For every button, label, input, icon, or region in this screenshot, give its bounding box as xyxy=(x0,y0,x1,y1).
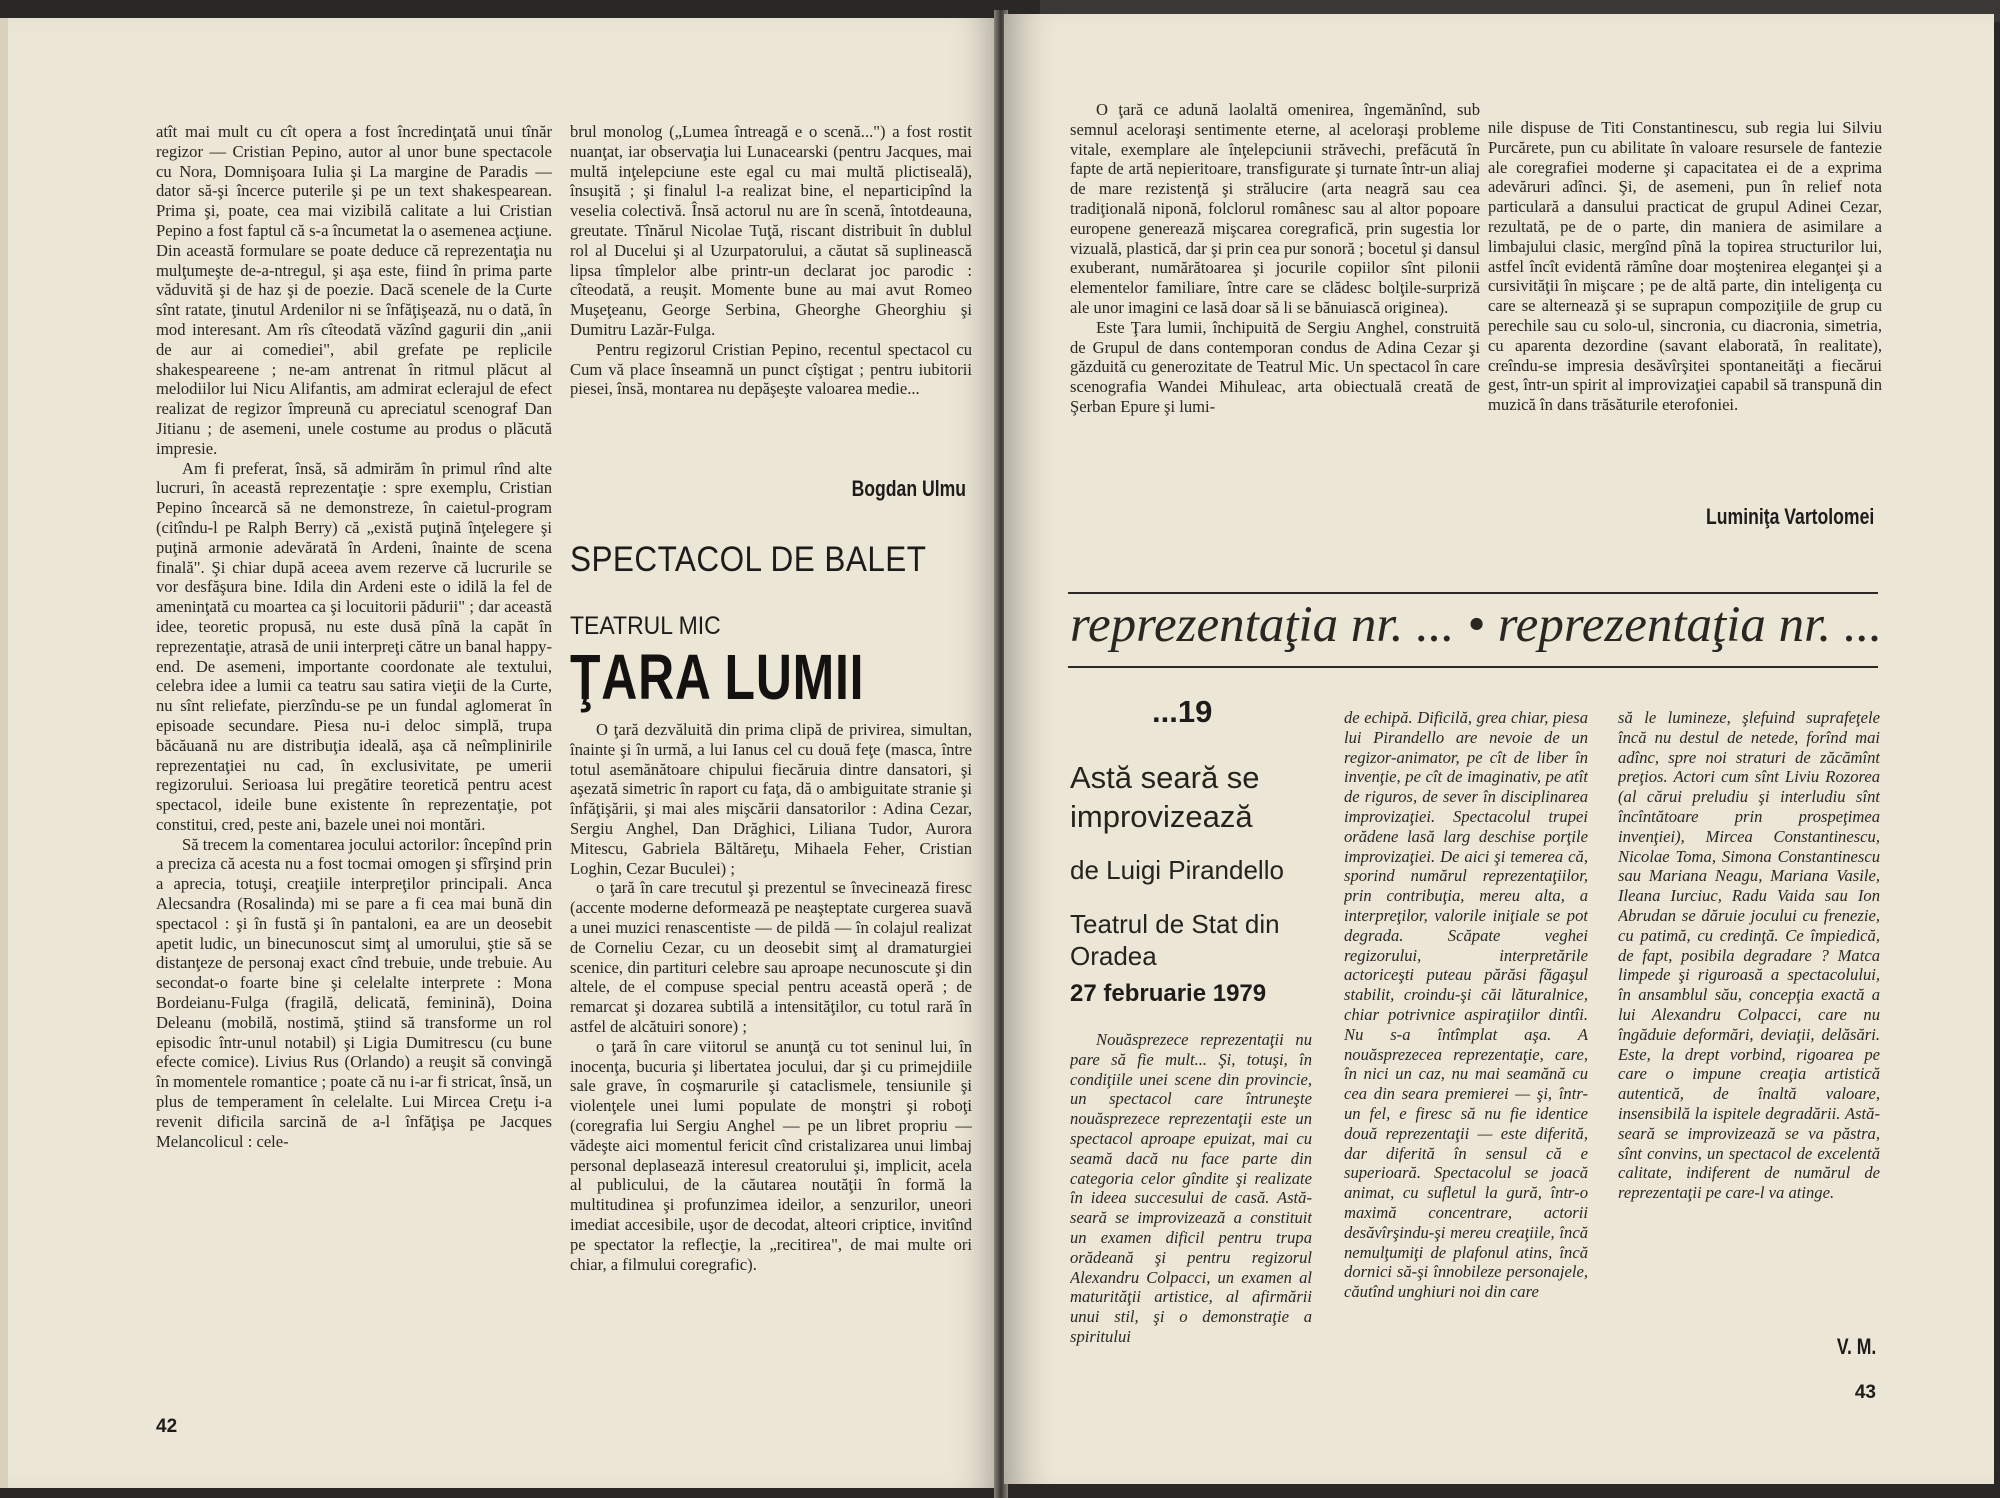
ballet-review-column-3 xyxy=(1070,100,1480,540)
play-title: ŢARA LUMII xyxy=(570,641,865,713)
paragraph: o ţară în care trecutul şi prezentul se învecinează firesc (accente moderne deformează pe neaşteptate curgerea suavă a unei muzici renascentiste — de pildă — în colajul realizat de Corneliu Cezar, cu un deosebit simţ al dramaturgiei scenice, din partituri celebre sau aproape necunoscute şi din altele, de el compuse special pentru această operă ; de remarcat şi dozarea subtilă a intensităţilor, cu totul rară în astfel de alcătuiri sonore) ; xyxy=(570,878,972,1036)
author-signature: Bogdan Ulmu xyxy=(851,476,966,501)
performance-date: 27 februarie 1979 xyxy=(1070,980,1267,1007)
right-page xyxy=(1004,14,1994,1484)
paragraph: Nouăsprezece reprezentaţii nu pare să fie mult... Şi, totuşi, în condiţiile unei scene din provincie, un spectacol care întruneşte nouăsprezece reprezentaţii este un spectacol aproape epuizat, mai cu seamă dacă nu face parte din categoria celor gîndite şi realizate în ideea succesului de casă. Astă-seară se improvizează a constituit un examen dificil pentru trupa orădeană şi pentru regizorul Alexandru Colpacci, un examen al maturităţii artistice, al afirmării unui stil, şi o demonstraţie a spiritului xyxy=(1070,1030,1312,1346)
section-banner: reprezentaţia nr. ... • reprezentaţia nr. ... xyxy=(1070,597,1883,653)
author-signature: V. M. xyxy=(1836,1334,1876,1359)
left-page xyxy=(8,18,1002,1488)
play-author: de Luigi Pirandello xyxy=(1070,855,1284,885)
play-title: Astă seară se improvizează xyxy=(1070,760,1260,834)
theatre-name: Teatrul de Stat din Oradea xyxy=(1070,909,1280,971)
paragraph: O ţară ce adună laolaltă omenirea, îngemănînd, sub semnul aceloraşi sentimente eterne, al aceloraşi probleme vitale, exemplare ale înţelepciunii străvechi, prefăcută în fapte de artă nepieritoare, transfigurate şi turnate într-un aliaj de mare rezistenţă şi strălucire (arta neagră sau cea tradiţională niponă, folclorul românesc sau al altor popoare europene generează mişcarea coregrafică, prin sugestia lor vizuală, plastică, dar şi prin cea pur sonoră ; bocetul şi dansul exuberant, numărătoarea şi jocurile copiilor sînt pilonii elementelor familiare, între care se clădesc bolţile-surpriză ale unor imagini ce lasă doar să li se bănuiască originea). xyxy=(1070,100,1480,317)
left-article-column-1 xyxy=(156,122,552,1400)
divider-top xyxy=(1068,592,1878,594)
paragraph: Este Ţara lumii, închipuită de Sergiu Anghel, construită de Grupul de dans contemporan condus de Adina Cezar şi găzduită cu generozitate de Teatrul Mic. Un spectacol în care scenografia Wandei Mihuleac, arta obiectuală creată de Şerban Epure şi lumi- xyxy=(1070,317,1480,416)
divider-bottom xyxy=(1068,666,1878,668)
ballet-review-column xyxy=(570,720,972,1398)
ballet-review-column-4 xyxy=(1488,118,1882,498)
performance-number: ...19 xyxy=(1152,694,1213,729)
paragraph: brul monolog („Lumea întreagă e o scenă...") a fost rostit nuanţat, iar observaţia lui Lunacearski (pentru Jacques, mai multă inţelepciune este egal cu mai multă plictiseală), însuşită ; şi finalul l-a realizat bine, el neparticipînd la veselia colectivă. Însă actorul nu are în scenă, întotdeauna, greutate. Tînărul Nicolae Tuţă, riscant distribuit în dublul rol al Ducelui şi al Uzurpatorului, a căutat să suplinească lipsa tîmplelor albe printr-un declarat joc parodic : cîteodată, a reuşit. Momente bune au mai avut Romeo Muşeţeanu, George Serbina, Gheorghe Gheorghiu şi Dumitru Lazăr-Fulga. xyxy=(570,122,972,339)
paragraph: nile dispuse de Titi Constantinescu, sub regia lui Silviu Purcărete, pun cu abilitate în valoare resursele de fantezie ale coregrafiei moderne şi capacitatea ei de a exprima adevăruri adînci. Şi, de asemeni, pun în relief nota particulară a dansului practicat de grupul Adinei Cezar, rezultată, pe de o parte, din maniera de asimilare a limbajului clasic, mergînd pînă la topirea structurilor lui, astfel încît evidentă rămîne doar moştenirea eleganţei şi a cursivităţii în mişcare ; pe de altă parte, din inteligenţa cu care se alternează şi se suprapun compoziţiile de grup cu perechile sau cu solo-ul, sincronia, cu diacronia, simetria, cu aparenta dezordine (savant elaborată, în realitate), creîndu-se impresia desăvîrşitei spontaneităţi a fiecărui gest, într-un spirit al improvizaţiei capabil să transpună din muzică în dans trăsăturile eterofoniei. xyxy=(1488,118,1882,415)
paragraph: Să trecem la comentarea jocului actorilor: începînd prin a preciza că acesta nu a fost tocmai omogen şi sfîrşind prin a aprecia, totuşi, creaţiile interpreţilor principali. Anca Alecsandra (Rosalinda) mi se pare a fi cea mai bună din spectacol : şi în fustă şi în pantaloni, ea are un deosebit apetit ludic, un binecunoscut simţ al umorului, ştie să se distanţeze de personaj exact cînd trebuie, unde trebuie. Au secondat-o foarte bine şi celelalte interprete : Mona Bordeianu-Fulga (fragilă, delicată, feminină), Doina Deleanu (mobilă, nostimă, ştiind să transforme un rol episodic într-unul notabil) şi Ligia Dumitrescu (cu bune efecte comice). Livius Rus (Orlando) a reuşit să convingă în momentele romantice ; poate că nu i-ar fi stricat, însă, un plus de temperament în celelalte. Lui Mircea Creţu i-a revenit dificila sarcină de a-l înfăţişa pe Jacques Melancolicul : cele- xyxy=(156,834,552,1151)
review-column-a xyxy=(1070,1030,1312,1376)
page-edge xyxy=(0,18,8,1488)
paragraph: atît mai mult cu cît opera a fost încredinţată unui tînăr regizor — Cristian Pepino, autor al unor bune spectacole cu Nora, Domnişoara Iulia şi La margine de Paradis — dator să-şi încerce puterile şi pe un text shakespearean. Prima şi, poate, cea mai vizibilă calitate a lui Cristian Pepino a fost faptul că s-a încumetat la o asemenea acţiune. Din această formulare se poate deduce că reprezentaţia nu mulţumeşte de-a-ntregul, şi aşa este, fiind în prima parte văduvită şi de haz şi de poezie. Dacă scenele de la Curte sînt ratate, ţinutul Ardenilor ni se înfăţişează, nu o dată, în mod interesant. Am rîs cîteodată văzînd gagurii din „anii de aur ai comediei", abil grefate pe replicile shakespeareene ; ne-am antrenat în ritmul plăcut al melodiilor lui Nicu Alifantis, am admirat eclerajul de efect realizat de regizor împreună cu apreciatul scenograf Dan Jitianu ; de asemeni, unele costume au produs o plăcută impresie. xyxy=(156,122,552,458)
left-article-column-2 xyxy=(570,122,972,482)
paragraph: să le lumineze, şlefuind suprafeţele încă nu destul de netede, forînd mai adînc, spre noi straturi de zăcămînt preţios. Actori cum sînt Liviu Rozorea (al cărui preludiu şi interludiu sînt încîntătoare prin prospeţimea invenţiei), Mircea Constantinescu, Nicolae Toma, Simona Constantinescu sau Mariana Neagu, Mariana Vasile, Ileana Iurciuc, Radu Vaida sau Ion Abrudan se dăruie jocului cu frenezie, cu patimă, cu credinţă. Ce împiedică, de fapt, posibila degradare ? Matca limpede şi riguroasă a spectacolului, în ansamblul său, concepţia exactă a lui Alexandru Colpacci, care nu îngăduie deformări, deviaţii, delăsări. Este, la drept vorbind, rigoarea pe care o impune creaţia artistică autentică, de înaltă valoare, insensibilă la ispitele degradării. Astă-seară se improvizează se va păstra, sînt convins, un spectacol de excelentă calitate, indiferent de numărul de reprezentaţii pe care-l va atinge. xyxy=(1618,708,1880,1203)
paragraph: Am fi preferat, însă, să admirăm în primul rînd alte lucruri, în această reprezentaţie : spre exemplu, Cristian Pepino încearcă să ne demonstreze, în caietul-program (citîndu-l pe Ralph Berry) că „există puţină înţelegere şi puţină armonie adevărată în Ardeni, înainte de scena finală". Şi chiar după aceea avem rezerve că lucrurile se vor desfăşura bine. Idila din Ardeni este o idilă la fel de ameninţată cu moartea ca şi locuitorii pădurii" ; dar această idee, teoretic propusă, nu este dusă pînă la capăt în reprezentaţie, atrasă de unii interpreţi către un banal happy-end. De asemeni, importante coordonate ale textului, celebra idee a lumii ca teatru sau satira vieţii de la Curte, nu sînt reliefate, pierzîndu-se pe un fundal aglomerat în episoade secundare. Piesa nu-i deloc simplă, trupa băcăuană nu are distribuţia ideală, aşa că neîmplinirile reprezentaţiei nu cad, în exclusivitate, pe umerii regizorului. Serioasa lui pregătire teoretică pentru acest spectacol, ideile bune existente în reprezentaţie, pot constitui, cred, peste ani, bazele unei noi montări. xyxy=(156,458,552,834)
page-number: 43 xyxy=(1854,1382,1876,1403)
paragraph: de echipă. Dificilă, grea chiar, piesa lui Pirandello are nevoie de un regizor-animator, pe cît de liber în invenţie, pe cît de imaginativ, pe atît de riguros, de sever în disciplinarea improvizaţiei. Spectacolul trupei orădene lasă larg deschise porţile improvizaţiei. De aici şi temerea că, sporind numărul reprezentaţiilor, prin contribuţia, mereu alta, a interpreţilor, valorile iniţiale se pot degrada. Scăpate veghei regizorului, interpretările actoriceşti puteau părăsi făgaşul stabilit, croindu-şi căi lăturalnice, chiar potrivnice aspiraţiilor dintîi. Nu s-a întîmplat aşa. A nouăsprezecea reprezentaţie, care, în nici un caz, nu mai seamănă cu cea din seara premierei — şi, într-un fel, e firesc să nu fie identice două reprezentaţii — este diferită, dar diferită în sensul că e superioară. Spectacolul se joacă animat, cu sufletul la gură, într-o maximă concentrare, actorii desăvîrşindu-şi mereu creaţiile, încă nemulţumiţi de plafonul atins, încă dornici să-şi înnobileze personajele, căutînd unghiuri noi din care xyxy=(1344,708,1588,1302)
paragraph: o ţară în care viitorul se anunţă cu tot seninul lui, în inocenţa, bucuria şi libertatea jocului, dar şi cu primejdiile sale grave, în coşmarurile şi cataclismele, tensiunile şi violenţele unei lumi populate de monştri şi roboţi (coregrafia lui Sergiu Anghel — pe un libret propriu — vădeşte aici momentul fericit cînd cristalizarea unui limbaj personal deplasează interesul creatorului şi, implicit, acela al publicului, de la căutarea noutăţii în formă la multitudinea şi profunzimea ideilor, a senzurilor, uneori imediat accesibile, uşor de decodat, alteori criptice, invitînd pe spectator la reflecţie, la „recitirea", de mai multe ori chiar, a filmului coregrafic). xyxy=(570,1036,972,1274)
page-number: 42 xyxy=(156,1416,178,1437)
theatre-heading: TEATRUL MIC xyxy=(570,612,721,640)
author-signature: Luminiţa Vartolomei xyxy=(1705,504,1874,529)
paragraph: O ţară dezvăluită din prima clipă de privirea, simultan, înainte şi în urmă, a lui Ianus cel cu două feţe (masca, între totul asemănătoare chipului fiecăruia dintre dansatori, şi aşezată simetric în raport cu faţa, dă o ambiguitate stranie şi înfăţişării, şi mai ales mişcării dansatorilor : Adina Cezar, Sergiu Anghel, Dan Drăghici, Liliana Tudor, Aurora Mitescu, Gabriela Băltăreţu, Mihaela Feher, Cristian Loghin, Cezar Buculei) ; xyxy=(570,720,972,878)
paragraph: Pentru regizorul Cristian Pepino, recentul spectacol cu Cum vă place înseamnă un punct cîştigat ; pentru iubitorii piesei, însă, montarea nu depăşeşte valoarea medie... xyxy=(570,339,972,399)
section-heading: SPECTACOL DE BALET xyxy=(570,540,927,579)
review-column-b xyxy=(1344,708,1588,1378)
review-column-c xyxy=(1618,708,1880,1336)
